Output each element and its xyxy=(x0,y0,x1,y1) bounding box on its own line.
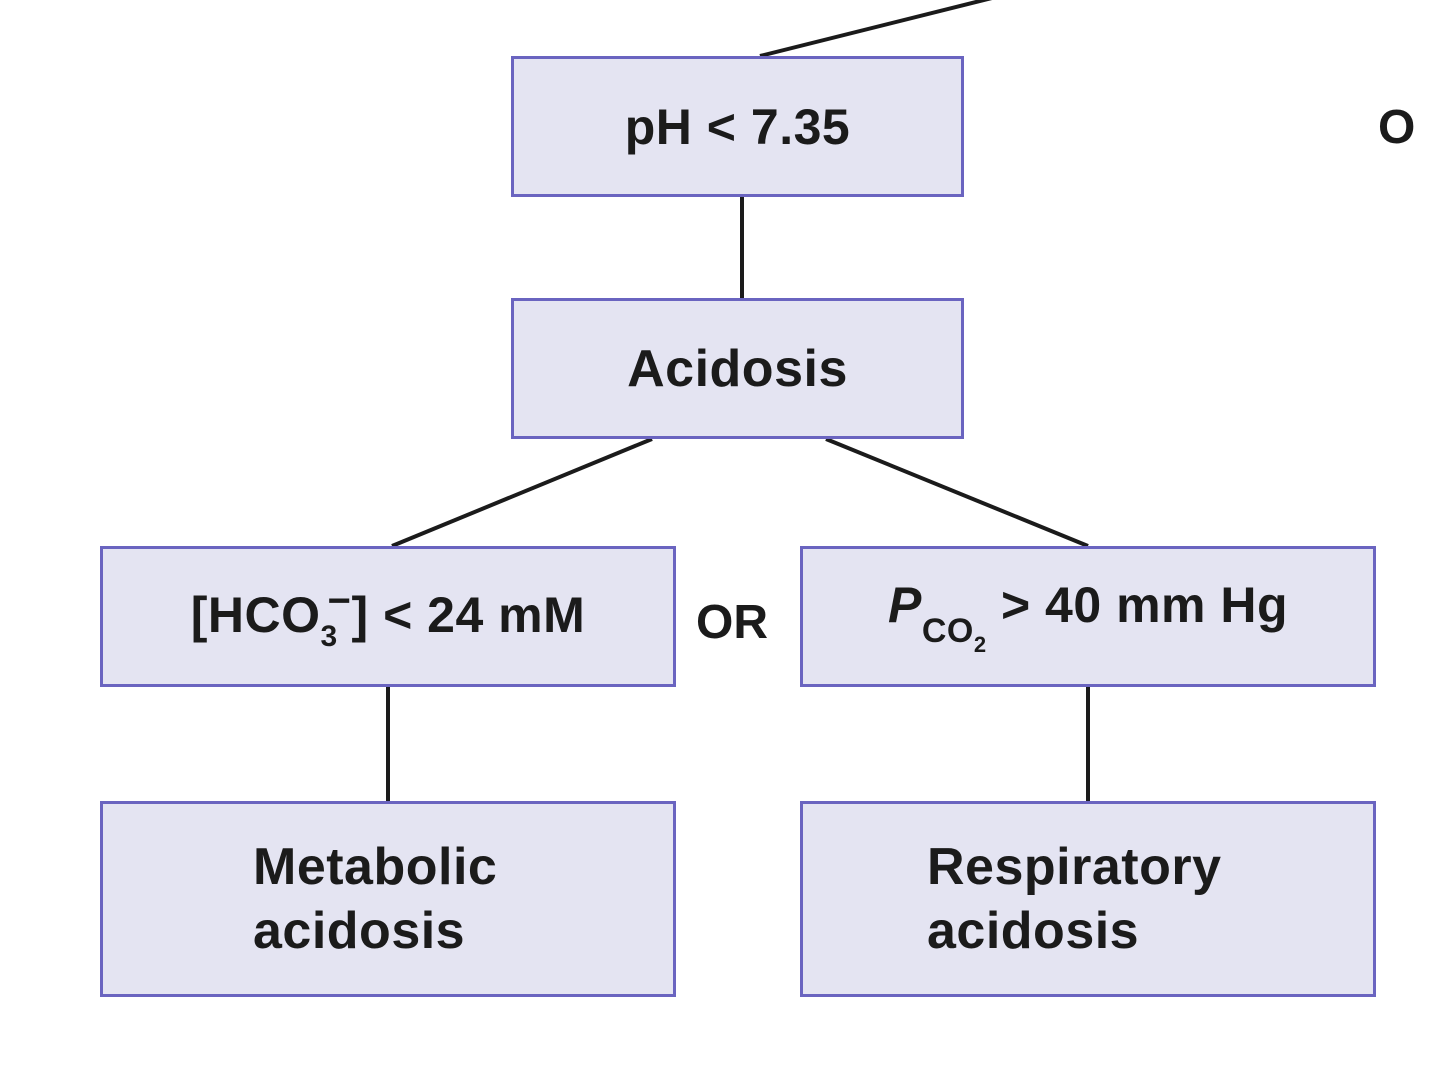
node-acidosis xyxy=(511,298,964,439)
or-label-clipped: O xyxy=(1378,101,1416,154)
node-metabolic-acidosis xyxy=(100,801,676,997)
connector-incoming-to-ph xyxy=(760,0,1000,56)
node-bicarbonate-label xyxy=(191,579,586,654)
node-metabolic-line1: Metabolic xyxy=(253,838,498,896)
hco3-superscript: − xyxy=(327,579,352,623)
pco2-subscript-co: CO xyxy=(921,611,974,650)
connector-acidosis-to-pco2 xyxy=(826,439,1088,546)
pco2-p: P xyxy=(887,576,922,633)
node-pco2-label xyxy=(888,576,1288,658)
hco3-open: [HCO xyxy=(190,587,321,643)
node-respiratory-line1: Respiratory xyxy=(927,838,1222,896)
hco3-subscript: 3 xyxy=(320,620,338,653)
node-ph-label: pH < 7.35 xyxy=(624,98,851,155)
hco3-close: ] < 24 mM xyxy=(351,587,586,643)
node-respiratory-text xyxy=(927,835,1222,963)
node-ph-threshold xyxy=(511,56,964,197)
connector-acidosis-to-hco3 xyxy=(392,439,652,546)
node-bicarbonate-threshold xyxy=(100,546,676,687)
node-metabolic-line2: acidosis xyxy=(253,902,466,960)
node-respiratory-acidosis xyxy=(800,801,1376,997)
or-label: OR xyxy=(696,596,768,649)
pco2-rest: > 40 mm Hg xyxy=(986,576,1289,633)
pco2-subscript-2: 2 xyxy=(973,631,987,657)
pco2-subscript xyxy=(921,611,987,657)
node-pco2-threshold xyxy=(800,546,1376,687)
node-acidosis-label: Acidosis xyxy=(627,339,848,398)
node-metabolic-text xyxy=(253,835,497,963)
node-respiratory-line2: acidosis xyxy=(927,902,1140,960)
